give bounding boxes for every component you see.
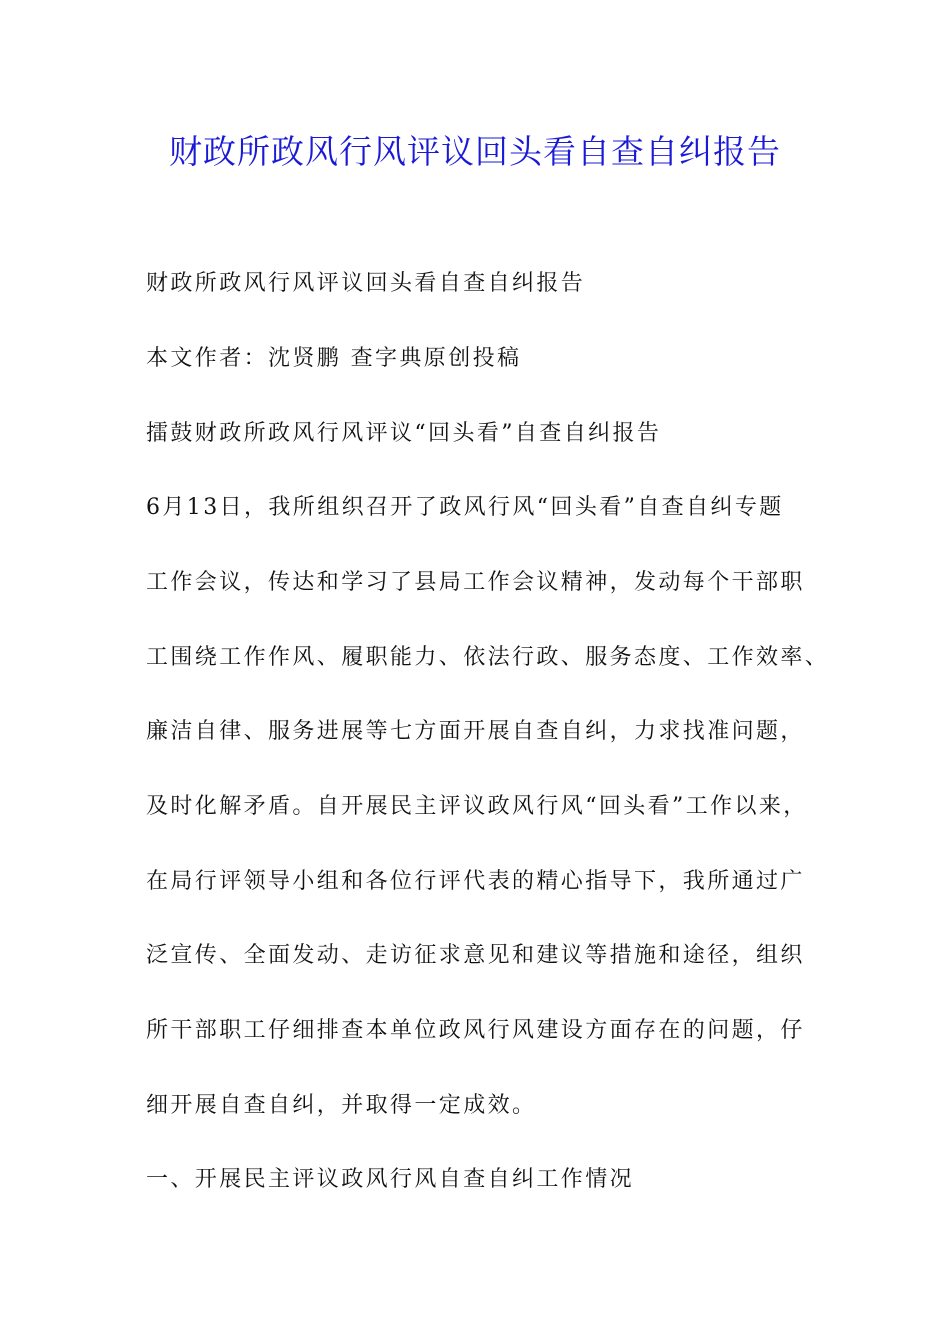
document-title: 财政所政风行风评议回头看自查自纠报告 [169, 132, 781, 171]
text-line: 细开展自查自纠，并取得一定成效。 [146, 1093, 537, 1118]
text-line: 工围绕工作作风、履职能力、依法行政、服务态度、工作效率、 [146, 645, 830, 670]
text-line: 所干部职工仔细排查本单位政风行风建设方面存在的问题，仔 [146, 1018, 805, 1043]
text-line: 泛宣传、全面发动、走访征求意见和建议等措施和途径，组织 [146, 943, 805, 968]
text-line: 财政所政风行风评议回头看自查自纠报告 [146, 271, 586, 296]
text-line: 6月13日，我所组织召开了政风行风“回头看”自查自纠专题 [146, 495, 784, 520]
text-line: 及时化解矛盾。自开展民主评议政风行风“回头看”工作以来， [146, 794, 808, 819]
text-line: 工作会议，传达和学习了县局工作会议精神，发动每个干部职 [146, 570, 805, 595]
text-line: 廉洁自律、服务进展等七方面开展自查自纠，力求找准问题， [146, 719, 805, 744]
section-heading: 一、开展民主评议政风行风自查自纠工作情况 [146, 1167, 635, 1192]
text-line: 擂鼓财政所政风行风评议“回头看”自查自纠报告 [146, 421, 662, 446]
text-line: 本文作者：沈贤鹏 查字典原创投稿 [146, 346, 522, 371]
text-line: 在局行评领导小组和各位行评代表的精心指导下，我所通过广 [146, 869, 805, 894]
